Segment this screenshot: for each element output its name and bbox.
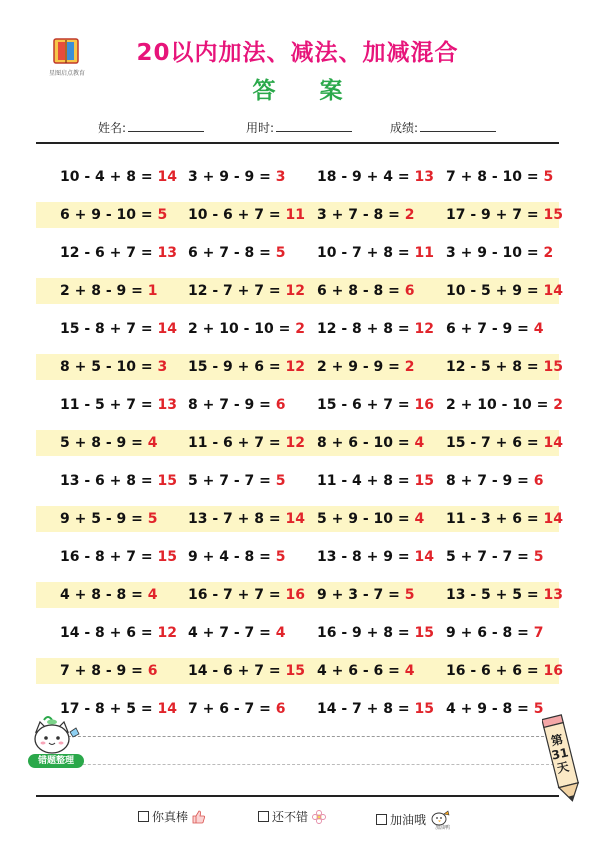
- problem-row: [36, 537, 559, 575]
- problem-question: 8 + 6 - 10 =: [317, 435, 410, 451]
- mistakes-label: 错题整理: [28, 754, 84, 768]
- problem-row: [36, 423, 563, 461]
- time-label: 用时:: [246, 121, 275, 135]
- score-field[interactable]: [390, 119, 496, 136]
- problem-answer: 15: [543, 207, 563, 223]
- problem-cell: [188, 280, 305, 302]
- page-subtitle: 答 案: [252, 78, 361, 104]
- problem-cell: [188, 204, 305, 226]
- problem-cell: [446, 432, 563, 454]
- problem-question: 16 - 6 + 6 =: [446, 663, 539, 679]
- problem-question: 5 + 9 - 10 =: [317, 511, 410, 527]
- problem-answer: 5: [275, 473, 286, 489]
- problem-question: 14 - 8 + 6 =: [60, 625, 153, 641]
- problem-question: 2 + 9 - 9 =: [317, 359, 400, 375]
- problem-answer: 4: [147, 587, 158, 603]
- problem-cell: [446, 204, 563, 226]
- problem-question: 11 - 3 + 6 =: [446, 511, 539, 527]
- problem-cell: [188, 470, 286, 492]
- option-great[interactable]: [138, 808, 205, 825]
- page-title: 20以内加法、减法、加减混合: [136, 40, 459, 66]
- problem-cell: [317, 356, 415, 378]
- problem-question: 17 - 9 + 7 =: [446, 207, 539, 223]
- problem-question: 3 + 9 - 10 =: [446, 245, 539, 261]
- problem-cell: [446, 584, 563, 606]
- logo-text: 星图启点教育: [48, 70, 85, 77]
- problem-cell: [60, 584, 158, 606]
- problem-cell: [188, 166, 286, 188]
- problem-answer: 7: [533, 625, 544, 641]
- problem-cell: [60, 660, 158, 682]
- score-label: 成绩:: [390, 121, 419, 135]
- problem-question: 11 - 4 + 8 =: [317, 473, 410, 489]
- problem-question: 12 - 7 + 7 =: [188, 283, 281, 299]
- problem-cell: [446, 356, 563, 378]
- problem-cell: [188, 698, 286, 720]
- score-blank[interactable]: [420, 120, 496, 132]
- problem-question: 15 - 7 + 6 =: [446, 435, 539, 451]
- problem-question: 15 - 9 + 6 =: [188, 359, 281, 375]
- problem-question: 10 - 7 + 8 =: [317, 245, 410, 261]
- option-good[interactable]: [258, 808, 327, 825]
- name-field[interactable]: [98, 119, 204, 136]
- problem-question: 4 + 8 - 8 =: [60, 587, 143, 603]
- problem-answer: 15: [157, 549, 177, 565]
- option-keep-going-label: 加油哦: [390, 813, 427, 827]
- mistakes-area[interactable]: [36, 736, 559, 792]
- problem-cell: [446, 470, 544, 492]
- problem-cell: [446, 698, 544, 720]
- problem-row: [36, 347, 563, 385]
- problem-question: 9 + 3 - 7 =: [317, 587, 400, 603]
- problem-answer: 5: [275, 245, 286, 261]
- problem-question: 13 - 6 + 8 =: [60, 473, 153, 489]
- problem-answer: 16: [414, 397, 434, 413]
- problem-cell: [317, 584, 415, 606]
- problem-answer: 5: [157, 207, 168, 223]
- problem-answer: 4: [533, 321, 544, 337]
- problem-answer: 14: [157, 321, 177, 337]
- problem-cell: [317, 546, 434, 568]
- time-field[interactable]: [246, 119, 352, 136]
- problem-row: [36, 575, 563, 613]
- problem-question: 9 + 6 - 8 =: [446, 625, 529, 641]
- problem-answer: 1: [147, 283, 158, 299]
- problem-question: 6 + 7 - 8 =: [188, 245, 271, 261]
- problem-question: 4 + 9 - 8 =: [446, 701, 529, 717]
- problem-cell: [188, 432, 305, 454]
- problem-cell: [188, 508, 305, 530]
- problem-question: 8 + 5 - 10 =: [60, 359, 153, 375]
- problem-question: 13 - 8 + 9 =: [317, 549, 410, 565]
- problem-cell: [317, 242, 434, 264]
- problem-cell: [60, 432, 158, 454]
- problem-answer: 16: [543, 663, 563, 679]
- problem-cell: [317, 622, 434, 644]
- problem-answer: 11: [414, 245, 434, 261]
- problem-cell: [317, 280, 415, 302]
- problem-question: 7 + 8 - 10 =: [446, 169, 539, 185]
- problem-answer: 12: [414, 321, 434, 337]
- problem-answer: 2: [404, 359, 415, 375]
- problem-question: 10 - 5 + 9 =: [446, 283, 539, 299]
- problem-answer: 5: [543, 169, 554, 185]
- problem-question: 12 - 6 + 7 =: [60, 245, 153, 261]
- problem-row: [36, 385, 563, 423]
- problem-cell: [446, 546, 544, 568]
- problem-answer: 12: [285, 435, 305, 451]
- problem-question: 5 + 7 - 7 =: [446, 549, 529, 565]
- problem-cell: [317, 318, 434, 340]
- problem-answer: 2: [404, 207, 415, 223]
- header-divider: [36, 142, 559, 144]
- problem-answer: 5: [147, 511, 158, 527]
- option-great-label: 你真棒: [152, 810, 189, 824]
- problem-answer: 4: [414, 511, 425, 527]
- problem-question: 13 - 5 + 5 =: [446, 587, 539, 603]
- problem-answer: 2: [295, 321, 305, 337]
- problem-answer: 15: [285, 663, 305, 679]
- problem-question: 16 - 8 + 7 =: [60, 549, 153, 565]
- problem-cell: [60, 318, 177, 340]
- problem-answer: 13: [157, 397, 177, 413]
- problem-answer: 14: [157, 169, 177, 185]
- mistakes-line: [48, 764, 559, 765]
- problem-question: 16 - 7 + 7 =: [188, 587, 281, 603]
- footer-divider: [36, 795, 559, 797]
- problem-answer: 15: [157, 473, 177, 489]
- problem-question: 18 - 9 + 4 =: [317, 169, 410, 185]
- problem-question: 14 - 6 + 7 =: [188, 663, 281, 679]
- problem-question: 13 - 7 + 8 =: [188, 511, 281, 527]
- problem-row: [36, 309, 559, 347]
- problem-question: 2 + 10 - 10 =: [188, 321, 291, 337]
- problem-cell: [188, 356, 305, 378]
- problem-answer: 14: [543, 283, 563, 299]
- problem-question: 15 - 6 + 7 =: [317, 397, 410, 413]
- problem-cell: [446, 508, 563, 530]
- problem-cell: [446, 280, 563, 302]
- problem-answer: 6: [275, 397, 286, 413]
- problem-answer: 6: [533, 473, 544, 489]
- problem-cell: [446, 622, 544, 644]
- problem-answer: 6: [147, 663, 158, 679]
- problem-answer: 5: [275, 549, 286, 565]
- problem-answer: 14: [543, 511, 563, 527]
- problem-question: 11 - 6 + 7 =: [188, 435, 281, 451]
- problem-question: 7 + 8 - 9 =: [60, 663, 143, 679]
- problem-answer: 16: [285, 587, 305, 603]
- problem-question: 3 + 9 - 9 =: [188, 169, 271, 185]
- problem-answer: 3: [275, 169, 286, 185]
- problem-cell: [446, 166, 553, 188]
- problem-question: 10 - 6 + 7 =: [188, 207, 281, 223]
- problem-question: 12 - 5 + 8 =: [446, 359, 539, 375]
- cat-mascot-icon: [30, 714, 82, 758]
- problem-question: 5 + 8 - 9 =: [60, 435, 143, 451]
- problem-question: 3 + 7 - 8 =: [317, 207, 400, 223]
- problem-question: 5 + 7 - 7 =: [188, 473, 271, 489]
- self-assessment: [0, 808, 595, 830]
- problem-cell: [188, 622, 286, 644]
- flower-icon: [311, 810, 327, 824]
- problem-question: 6 + 9 - 10 =: [60, 207, 153, 223]
- mistakes-line: [48, 736, 559, 737]
- problem-question: 4 + 6 - 6 =: [317, 663, 400, 679]
- problem-cell: [60, 470, 177, 492]
- problem-answer: 4: [414, 435, 425, 451]
- problem-cell: [317, 470, 434, 492]
- problem-answer: 15: [414, 625, 434, 641]
- problem-row: [36, 233, 559, 271]
- name-blank[interactable]: [128, 120, 204, 132]
- problem-cell: [60, 622, 177, 644]
- problem-answer: 13: [543, 587, 563, 603]
- problem-answer: 12: [285, 283, 305, 299]
- problem-question: 10 - 4 + 8 =: [60, 169, 153, 185]
- problem-row: [36, 195, 563, 233]
- problem-answer: 4: [275, 625, 286, 641]
- problem-answer: 15: [543, 359, 563, 375]
- problem-answer: 14: [543, 435, 563, 451]
- problem-question: 6 + 8 - 8 =: [317, 283, 400, 299]
- problem-cell: [446, 660, 563, 682]
- problem-question: 15 - 8 + 7 =: [60, 321, 153, 337]
- problem-answer: 14: [157, 701, 177, 717]
- problem-question: 6 + 7 - 9 =: [446, 321, 529, 337]
- time-blank[interactable]: [276, 120, 352, 132]
- problem-cell: [446, 394, 563, 416]
- problem-question: 2 + 10 - 10 =: [446, 397, 549, 413]
- problem-answer: 13: [157, 245, 177, 261]
- problem-row: [36, 157, 559, 195]
- problem-answer: 4: [147, 435, 158, 451]
- problem-answer: 14: [285, 511, 305, 527]
- problem-cell: [317, 432, 424, 454]
- problem-question: 9 + 4 - 8 =: [188, 549, 271, 565]
- problem-cell: [60, 242, 177, 264]
- problem-row: [36, 461, 559, 499]
- problem-cell: [317, 394, 434, 416]
- problem-answer: 15: [414, 701, 434, 717]
- problem-cell: [60, 508, 158, 530]
- checkbox[interactable]: [138, 811, 149, 822]
- name-label: 姓名:: [98, 121, 127, 135]
- problem-answer: 11: [285, 207, 305, 223]
- problem-answer: 5: [533, 549, 544, 565]
- info-fields: [98, 119, 538, 137]
- option-keep-going[interactable]: [376, 808, 450, 831]
- problem-answer: 14: [414, 549, 434, 565]
- problem-cell: [60, 204, 167, 226]
- problem-question: 14 - 7 + 8 =: [317, 701, 410, 717]
- problem-cell: [317, 660, 415, 682]
- problem-cell: [188, 242, 286, 264]
- problem-answer: 13: [414, 169, 434, 185]
- problem-question: 9 + 5 - 9 =: [60, 511, 143, 527]
- problem-cell: [317, 166, 434, 188]
- problem-cell: [188, 660, 305, 682]
- problem-cell: [60, 394, 177, 416]
- problem-answer: 3: [157, 359, 168, 375]
- checkbox[interactable]: [258, 811, 269, 822]
- problem-cell: [188, 394, 286, 416]
- problem-answer: 15: [414, 473, 434, 489]
- problem-question: 8 + 7 - 9 =: [188, 397, 271, 413]
- problem-question: 12 - 8 + 8 =: [317, 321, 410, 337]
- problem-answer: 2: [553, 397, 563, 413]
- problem-cell: [60, 280, 158, 302]
- problem-cell: [317, 508, 424, 530]
- problem-question: 17 - 8 + 5 =: [60, 701, 153, 717]
- problem-answer: 6: [404, 283, 415, 299]
- option-good-label: 还不错: [272, 810, 309, 824]
- problem-cell: [60, 546, 177, 568]
- thumbs-up-icon: [191, 810, 205, 824]
- problem-question: 8 + 7 - 9 =: [446, 473, 529, 489]
- problem-cell: [446, 242, 553, 264]
- problem-question: 16 - 9 + 8 =: [317, 625, 410, 641]
- problem-grid: [36, 157, 563, 727]
- problem-cell: [188, 584, 305, 606]
- problem-answer: 6: [275, 701, 286, 717]
- problem-row: [36, 651, 563, 689]
- problem-cell: [188, 318, 305, 340]
- problem-question: 7 + 6 - 7 =: [188, 701, 271, 717]
- problem-row: [36, 499, 563, 537]
- problem-answer: 2: [543, 245, 554, 261]
- problem-question: 11 - 5 + 7 =: [60, 397, 153, 413]
- problem-cell: [188, 546, 286, 568]
- problem-answer: 12: [157, 625, 177, 641]
- problem-cell: [317, 204, 415, 226]
- problem-answer: 5: [404, 587, 415, 603]
- problem-row: [36, 613, 559, 651]
- duck-sticker-text: 加油鸭: [435, 825, 451, 831]
- problem-cell: [60, 356, 167, 378]
- problem-question: 2 + 8 - 9 =: [60, 283, 143, 299]
- problem-cell: [60, 166, 177, 188]
- problem-answer: 12: [285, 359, 305, 375]
- problem-row: [36, 689, 559, 727]
- problem-cell: [317, 698, 434, 720]
- problem-cell: [446, 318, 544, 340]
- day-badge: 第31天: [549, 732, 571, 776]
- checkbox[interactable]: [376, 814, 387, 825]
- problem-answer: 5: [533, 701, 544, 717]
- problem-question: 4 + 7 - 7 =: [188, 625, 271, 641]
- problem-row: [36, 271, 563, 309]
- problem-answer: 4: [404, 663, 415, 679]
